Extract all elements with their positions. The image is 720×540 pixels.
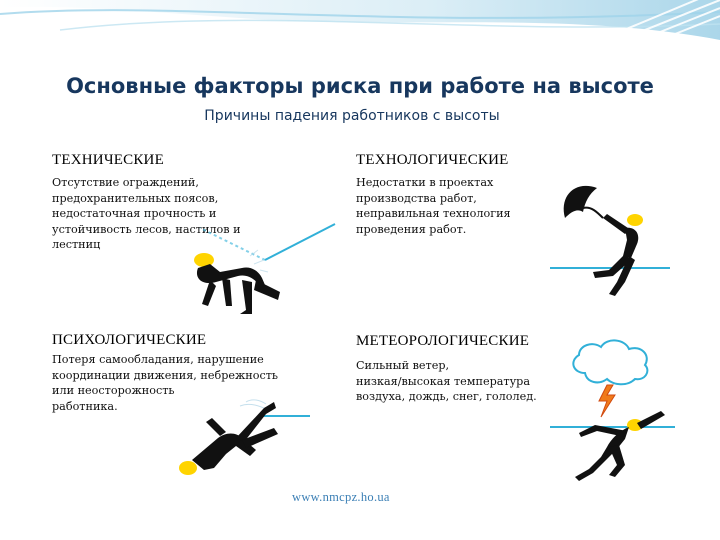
umbrella-worker-icon <box>545 178 675 303</box>
text-line: Недостатки в проектах <box>356 176 494 189</box>
text-line: Потеря самообладания, нарушение <box>52 353 264 366</box>
section-heading-meteorological: МЕТЕОРОЛОГИЧЕСКИЕ <box>356 333 530 349</box>
section-text-meteorological <box>356 358 537 405</box>
section-heading-technological: ТЕХНОЛОГИЧЕСКИЕ <box>356 152 509 168</box>
text-line: воздуха, дождь, снег, гололед. <box>356 390 537 403</box>
text-line: производства работ, <box>356 191 477 205</box>
text-line: работника. <box>52 399 118 413</box>
lightning-icon <box>599 385 615 417</box>
text-line: Отсутствие ограждений, <box>52 176 199 189</box>
section-heading-technical: ТЕХНИЧЕСКИЕ <box>52 152 164 168</box>
text-line: лестниц <box>52 238 101 251</box>
text-line: предохранительных поясов, <box>52 191 219 205</box>
text-line: или неосторожность <box>52 384 175 397</box>
text-line: координации движения, небрежность <box>52 368 279 382</box>
section-text-technological <box>356 175 511 237</box>
footer-website: www.nmcpz.ho.ua <box>292 490 390 504</box>
falling-worker-icon <box>170 398 320 486</box>
section-heading-psychological: ПСИХОЛОГИЧЕСКИЕ <box>52 332 207 348</box>
text-line: проведения работ. <box>356 222 467 236</box>
page-title: Основные факторы риска при работе на высоте <box>66 74 654 98</box>
text-line: низкая/высокая температура <box>356 374 531 388</box>
text-line: неправильная технология <box>356 207 511 220</box>
header-decoration <box>0 0 720 60</box>
text-line: устойчивость лесов, настилов и <box>52 222 241 236</box>
crawling-worker-icon <box>180 220 350 325</box>
text-line: Сильный ветер, <box>356 359 450 372</box>
page-subtitle: Причины падения работников с высоты <box>204 108 500 124</box>
text-line: недостаточная прочность и <box>52 207 217 220</box>
storm-cloud-icon <box>545 335 685 483</box>
